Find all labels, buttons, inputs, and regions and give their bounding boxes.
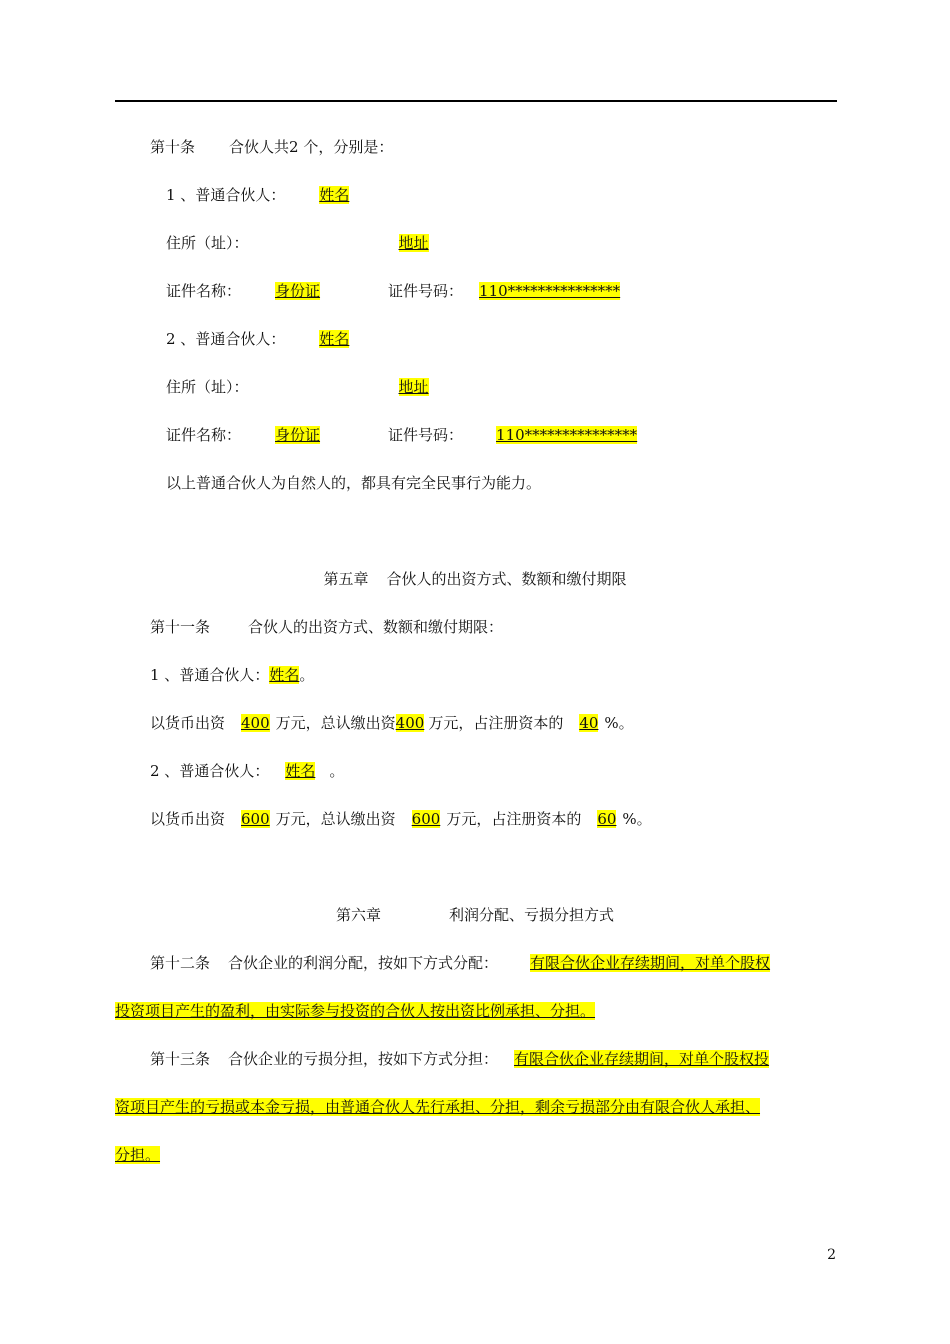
contribution-2-pct: 60 — [597, 810, 617, 828]
partner-2-line — [166, 329, 349, 349]
contribution-2-cash-field — [225, 810, 276, 828]
partner-2-address-line — [166, 377, 429, 397]
partner-2-id-line — [166, 425, 637, 445]
contribution-1-amount-line — [150, 713, 634, 733]
page-number: 2 — [827, 1247, 836, 1263]
contribution-1-pct: 40 — [579, 714, 599, 732]
contribution-1-cash-field — [225, 714, 276, 732]
contribution-2-amount-line — [150, 809, 652, 829]
partner-2-id-name-label: 证件名称： — [166, 426, 242, 444]
partner-2-name: 姓名 — [319, 330, 350, 348]
chapter-5-title: 合伙人的出资方式、数额和缴付期限 — [386, 570, 627, 588]
article-12-label: 第十二条 — [150, 954, 211, 972]
article-13-line-2 — [115, 1097, 760, 1117]
contribution-2-name: 姓名 — [285, 762, 316, 780]
partner-2-name-field — [285, 330, 349, 348]
partner-2-id-no-label: 证件号码： — [388, 426, 464, 444]
chapter-5-heading — [0, 569, 950, 589]
contribution-2-index: 2 、 — [150, 762, 180, 780]
article-12-field — [498, 954, 770, 972]
contribution-2-pct-end: %。 — [622, 810, 652, 828]
partner-1-line — [166, 185, 349, 205]
article-12-highlight-1: 有限合伙企业存续期间，对单个股权 — [530, 954, 771, 972]
partner-1-id-no-label: 证件号码： — [388, 282, 464, 300]
contribution-2-partner-line — [150, 761, 344, 781]
contribution-1-pct-end: %。 — [604, 714, 634, 732]
partner-1-index: 1 、 — [166, 186, 196, 204]
article-11-line — [150, 617, 503, 637]
contribution-1-role: 普通合伙人： — [179, 666, 270, 684]
partner-1-address: 地址 — [398, 234, 429, 252]
partner-1-id-line — [166, 281, 620, 301]
article-12-text: 合伙企业的利润分配，按如下方式分配： — [228, 954, 499, 972]
contribution-2-unit1: 万元，总认缴出资 — [275, 810, 396, 828]
partner-1-name: 姓名 — [319, 186, 350, 204]
partner-2-address-field — [249, 378, 429, 396]
article-12-line-1 — [150, 953, 770, 973]
contribution-2-total-field — [396, 810, 447, 828]
partner-1-address-field — [249, 234, 429, 252]
article-12-line-2 — [115, 1001, 603, 1021]
partner-1-role: 普通合伙人： — [195, 186, 286, 204]
contribution-1-index: 1 、 — [150, 666, 180, 684]
article-13-highlight-2: 资项目产生的亏损或本金亏损，由普通合伙人先行承担、分担，剩余亏损部分由有限合伙人承担、 — [115, 1098, 761, 1116]
contribution-1-unit1: 万元，总认缴出资 — [275, 714, 396, 732]
partner-1-name-field — [285, 186, 349, 204]
article-13-line-1 — [150, 1049, 769, 1069]
partner-1-id-no: 110*************** — [479, 282, 621, 300]
article-10-text: 合伙人共 — [229, 138, 290, 156]
partner-1-id-name-field — [241, 282, 352, 300]
article-13-field — [498, 1050, 769, 1068]
partner-1-address-line — [166, 233, 429, 253]
partner-2-id-no: 110*************** — [496, 426, 638, 444]
article-12-highlight-2: 投资项目产生的盈利，由实际参与投资的合伙人按出资比例承担、分担。 — [115, 1002, 596, 1020]
header-rule — [115, 100, 837, 102]
partner-1-address-label: 住所（址）： — [166, 234, 249, 252]
contribution-1-end: 。 — [299, 666, 315, 684]
article-10-text-end: 个，分别是： — [298, 138, 394, 156]
contribution-2-total: 600 — [411, 810, 441, 828]
partner-2-index: 2 、 — [166, 330, 196, 348]
contribution-2-unit2: 万元，占注册资本的 — [446, 810, 582, 828]
article-13-highlight-1: 有限合伙企业存续期间，对单个股权投 — [514, 1050, 770, 1068]
contribution-1-cash: 400 — [241, 714, 270, 732]
partner-1-id-name: 身份证 — [275, 282, 321, 300]
article-10-line — [150, 137, 393, 157]
partner-count: 2 — [289, 138, 299, 156]
contribution-1-pct-field — [563, 714, 604, 732]
chapter-6-title: 利润分配、亏损分担方式 — [449, 906, 615, 924]
contribution-2-role: 普通合伙人： — [179, 762, 270, 780]
contribution-1-unit2: 万元，占注册资本的 — [428, 714, 564, 732]
partner-2-id-name-field — [241, 426, 352, 444]
partner-2-role: 普通合伙人： — [195, 330, 286, 348]
partner-2-id-name: 身份证 — [275, 426, 321, 444]
capacity-note: 以上普通合伙人为自然人的，都具有完全民事行为能力。 — [166, 474, 542, 492]
article-11-text: 合伙人的出资方式、数额和缴付期限： — [248, 618, 504, 636]
contribution-2-pct-field — [581, 810, 622, 828]
article-13-line-3 — [115, 1145, 166, 1165]
contribution-2-end: 。 — [329, 762, 345, 780]
contribution-1-name: 姓名 — [269, 666, 300, 684]
article-11-label: 第十一条 — [150, 618, 211, 636]
partner-1-id-name-label: 证件名称： — [166, 282, 242, 300]
article-13-label: 第十三条 — [150, 1050, 211, 1068]
chapter-6-label: 第六章 — [335, 906, 381, 924]
partner-2-address: 地址 — [398, 378, 429, 396]
contribution-1-cash-label: 以货币出资 — [150, 714, 226, 732]
chapter-5-label: 第五章 — [323, 570, 369, 588]
partner-2-address-label: 住所（址）： — [166, 378, 249, 396]
article-13-text: 合伙企业的亏损分担，按如下方式分担： — [228, 1050, 499, 1068]
contribution-1-total: 400 — [395, 714, 425, 732]
contribution-2-cash-label: 以货币出资 — [150, 810, 226, 828]
partner-2-id-no-field — [463, 426, 637, 444]
contribution-1-partner-line — [150, 665, 314, 685]
article-13-highlight-3: 分担。 — [115, 1146, 161, 1164]
chapter-6-heading — [0, 905, 950, 925]
partner-1-id-no-field — [463, 282, 620, 300]
contribution-2-name-field — [269, 762, 329, 780]
contribution-2-cash: 600 — [241, 810, 270, 828]
article-10-label: 第十条 — [150, 138, 196, 156]
